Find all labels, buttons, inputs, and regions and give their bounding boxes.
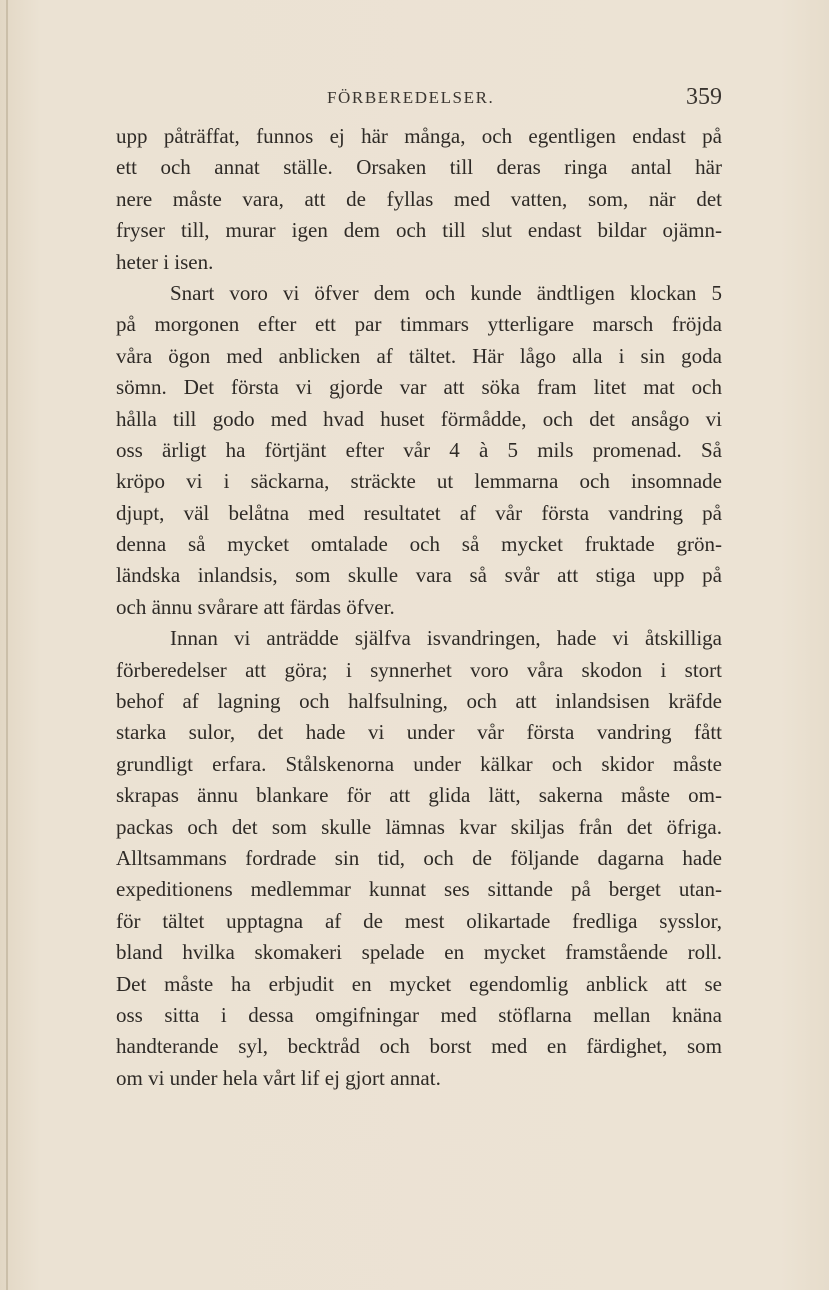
text-line: expeditionens medlemmar kunnat ses sittande på berget utan- (116, 877, 722, 902)
text-line: för tältet upptagna af de mest olikartade fredliga sysslor, (116, 908, 722, 933)
text-line: ett och annat ställe. Orsaken till deras ringa antal här (116, 155, 722, 180)
text-line: våra ögon med anblicken af tältet. Här lågo alla i sin goda (116, 343, 722, 368)
text-line: förberedelser att göra; i synnerhet voro våra skodon i stort (116, 657, 722, 682)
text-line: Det måste ha erbjudit en mycket egendomlig anblick att se (116, 971, 722, 996)
text-line: bland hvilka skomakeri spelade en mycket framstående roll. (116, 940, 722, 965)
text-line: heter i isen. (116, 249, 214, 274)
text-line: sömn. Det första vi gjorde var att söka fram litet mat och (116, 375, 722, 400)
text-line: denna så mycket omtalade och så mycket fruktade grön- (116, 532, 722, 557)
text-line: nere måste vara, att de fyllas med vatten, som, när det (116, 186, 722, 211)
text-line: packas och det som skulle lämnas kvar skiljas från det öfriga. (116, 814, 722, 839)
text-line: upp påträffat, funnos ej här många, och egentligen endast på (116, 124, 722, 148)
text-line: om vi under hela vårt lif ej gjort annat. (116, 1065, 441, 1090)
text-line: och ännu svårare att färdas öfver. (116, 594, 395, 619)
text-line: på morgonen efter ett par timmars ytterligare marsch fröjda (116, 312, 722, 337)
page-header (116, 84, 722, 114)
body-text (116, 121, 722, 1094)
text-line: hålla till godo med hvad huset förmådde, och det ansågo vi (116, 406, 722, 431)
text-line: oss ärligt ha förtjänt efter vår 4 à 5 mils promenad. Så (116, 437, 722, 462)
text-line: fryser till, murar igen dem och till slut endast bildar ojämn- (116, 218, 722, 243)
text-line: kröpo vi i säckarna, sträckte ut lemmarna och insomnade (116, 469, 722, 494)
text-line: Innan vi anträdde själfva isvandringen, hade vi åtskilliga (170, 626, 722, 651)
text-line: starka sulor, det hade vi under vår första vandring fått (116, 720, 722, 745)
text-line: Snart voro vi öfver dem och kunde ändtligen klockan 5 (170, 280, 722, 305)
text-line: djupt, väl belåtna med resultatet af vår första vandring på (116, 500, 722, 525)
text-line: Alltsammans fordrade sin tid, och de följande dagarna hade (116, 845, 722, 870)
text-line: ländska inlandsis, som skulle vara så svår att stiga upp på (116, 563, 722, 588)
text-line: oss sitta i dessa omgifningar med stöflarna mellan knäna (116, 1002, 722, 1027)
text-line: handterande syl, becktråd och borst med en färdighet, som (116, 1034, 722, 1059)
page-number: 359 (686, 84, 722, 110)
page-edge (6, 0, 8, 1290)
text-line: skrapas ännu blankare för att glida lätt, sakerna måste om- (116, 783, 722, 808)
text-line: behof af lagning och halfsulning, och att inlandsisen kräfde (116, 689, 722, 714)
text-line: grundligt erfara. Stålskenorna under kälkar och skidor måste (116, 751, 722, 776)
running-head: FÖRBEREDELSER. (327, 88, 495, 107)
